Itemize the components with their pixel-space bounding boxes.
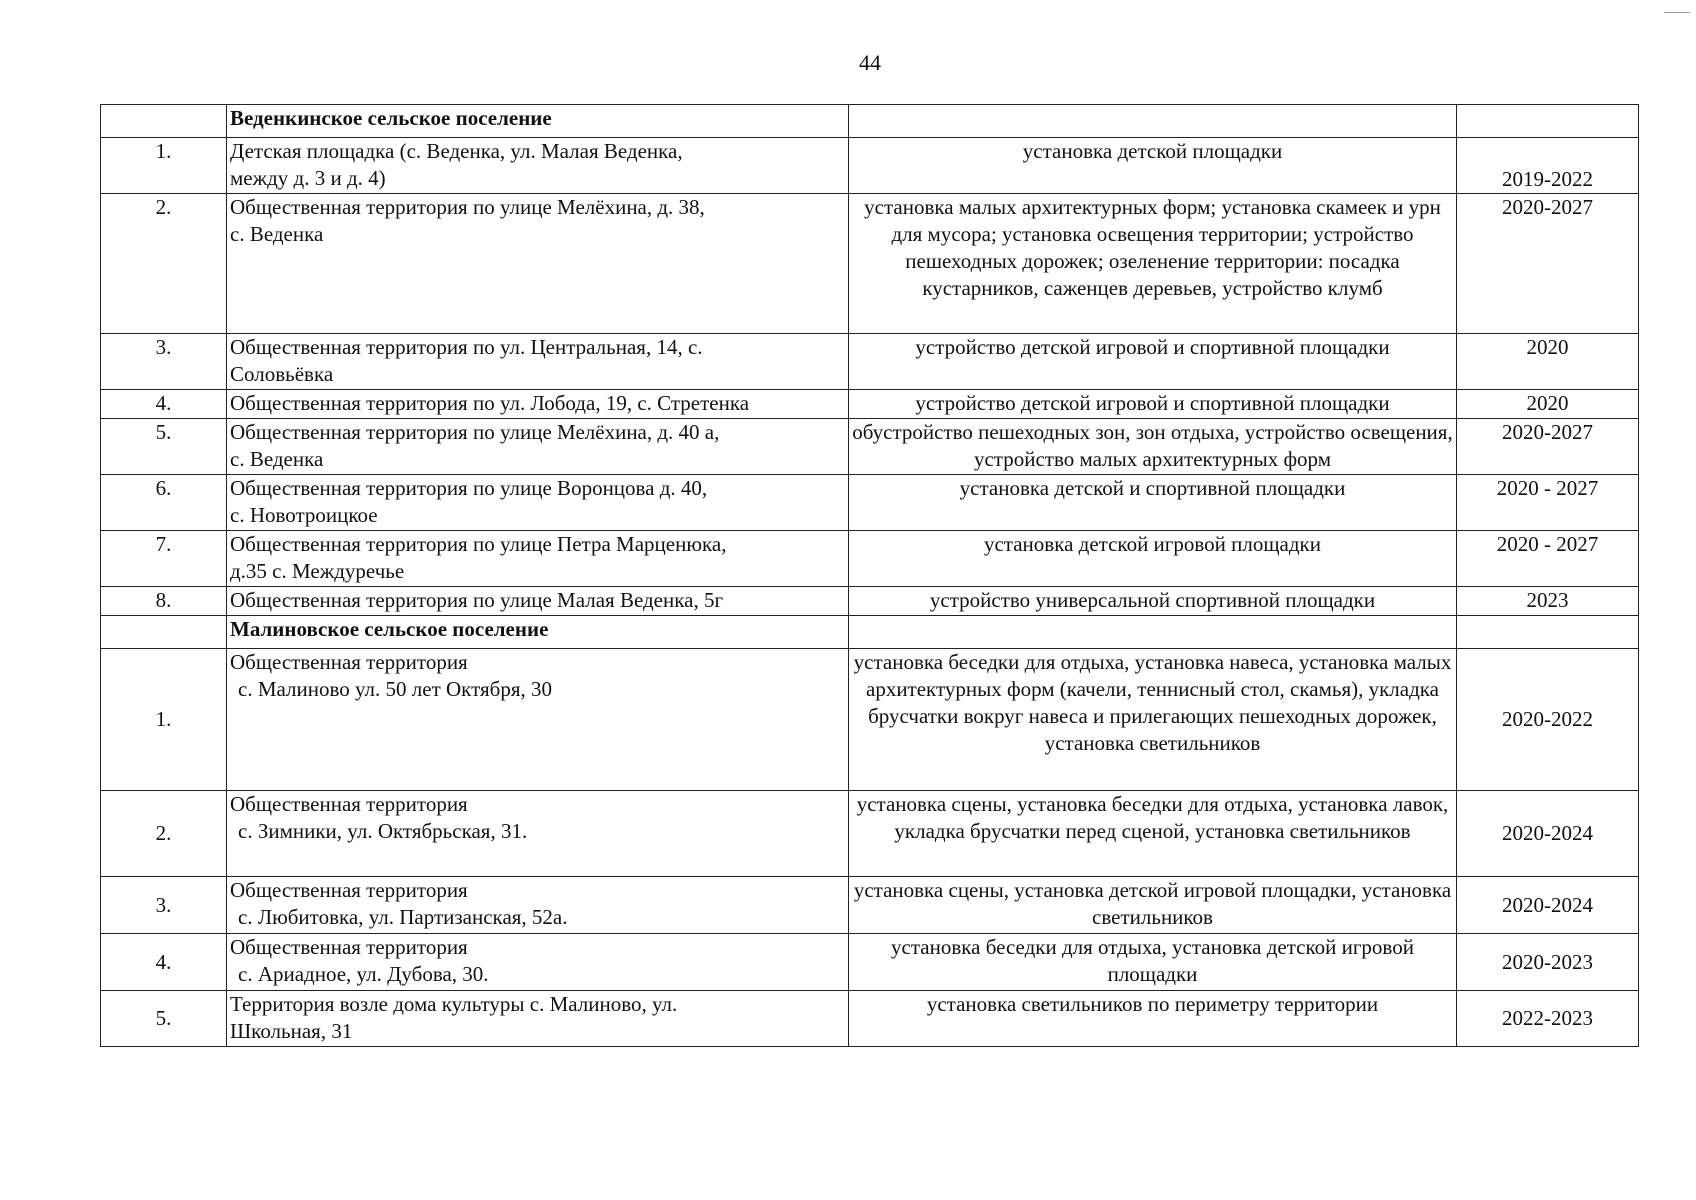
works-cell: установка беседки для отдыха, установка навеса, установка малых архитектурных форм (качели, теннисный стол, скамья), укладка брусчатки вокруг навеса и прилегающих пешеходных дорожек, установка светильников [849, 649, 1457, 791]
row-number: 2. [101, 194, 227, 334]
territory-line: Общественная территория [230, 935, 468, 959]
territory-cell [227, 531, 849, 587]
row-number: 5. [101, 419, 227, 475]
row-number: 5. [101, 991, 227, 1047]
works-cell: установка светильников по периметру территории [849, 991, 1457, 1047]
works-cell: устройство универсальной спортивной площадки [849, 587, 1457, 616]
period-cell: 2022-2023 [1457, 991, 1639, 1047]
period-cell: 2020-2024 [1457, 791, 1639, 877]
row-number: 1. [101, 138, 227, 194]
row-number: 2. [101, 791, 227, 877]
table-row [101, 649, 1639, 791]
territory-line: между д. 3 и д. 4) [230, 166, 386, 190]
territory-line: д.35 с. Междуречье [230, 559, 405, 583]
works-cell: устройство детской игровой и спортивной площадки [849, 334, 1457, 390]
row-number: 1. [101, 649, 227, 791]
works-cell: установка беседки для отдыха, установка детской игровой площадки [849, 934, 1457, 991]
section-works-cell [849, 616, 1457, 649]
territory-cell [227, 334, 849, 390]
section-works-cell [849, 105, 1457, 138]
period-cell: 2019-2022 [1457, 138, 1639, 194]
table-row [101, 138, 1639, 194]
period-cell: 2020 - 2027 [1457, 475, 1639, 531]
works-cell: установка детской площадки [849, 138, 1457, 194]
territory-line: Общественная территория по улице Мелёхина, д. 38, [230, 195, 705, 219]
row-number: 7. [101, 531, 227, 587]
period-cell: 2020-2024 [1457, 877, 1639, 934]
row-number: 3. [101, 334, 227, 390]
territory-cell [227, 649, 849, 791]
territory-line: Общественная территория [230, 650, 468, 674]
section-header-row [101, 105, 1639, 138]
period-cell: 2020 [1457, 390, 1639, 419]
row-number: 4. [101, 934, 227, 991]
works-cell: обустройство пешеходных зон, зон отдыха, устройство освещения, устройство малых архитектурных форм [849, 419, 1457, 475]
territory-cell [227, 587, 849, 616]
period-cell: 2020-2027 [1457, 194, 1639, 334]
territory-cell [227, 138, 849, 194]
territory-cell [227, 791, 849, 877]
territory-line: Общественная территория по улице Мелёхина, д. 40 а, [230, 420, 720, 444]
territory-line: Общественная территория по улице Воронцова д. 40, [230, 476, 708, 500]
page-number: 44 [859, 50, 881, 75]
territory-line: Общественная территория [230, 878, 468, 902]
works-cell: установка детской игровой площадки [849, 531, 1457, 587]
table-row [101, 934, 1639, 991]
territory-line: Общественная территория [230, 792, 468, 816]
period-cell: 2020-2022 [1457, 649, 1639, 791]
table-row [101, 791, 1639, 877]
period-cell: 2020-2027 [1457, 419, 1639, 475]
table-row [101, 194, 1639, 334]
territory-line: с. Любитовка, ул. Партизанская, 52а. [238, 905, 568, 929]
territory-line: Общественная территория по ул. Центральная, 14, с. [230, 335, 703, 359]
row-number: 3. [101, 877, 227, 934]
territory-line: с. Веденка [230, 447, 324, 471]
territory-line: Общественная территория по улице Петра Марценюка, [230, 532, 727, 556]
section-period-cell [1457, 616, 1639, 649]
table-row [101, 475, 1639, 531]
period-cell: 2020 [1457, 334, 1639, 390]
table-row [101, 531, 1639, 587]
works-cell: установка малых архитектурных форм; установка скамеек и урн для мусора; установка освещения территории; устройство пешеходных дорожек; озеленение территории: посадка кустарников, саженцев деревьев, устройство клумб [849, 194, 1457, 334]
territory-cell [227, 934, 849, 991]
table-row [101, 334, 1639, 390]
territory-cell [227, 390, 849, 419]
section-header-row [101, 616, 1639, 649]
table-row [101, 991, 1639, 1047]
period-cell: 2023 [1457, 587, 1639, 616]
territory-cell [227, 194, 849, 334]
works-cell: установка сцены, установка беседки для отдыха, установка лавок, укладка брусчатки перед сценой, установка светильников [849, 791, 1457, 877]
territory-line: с. Веденка [230, 222, 324, 246]
table-row [101, 390, 1639, 419]
row-number: 8. [101, 587, 227, 616]
section-period-cell [1457, 105, 1639, 138]
territory-line: с. Малиново ул. 50 лет Октября, 30 [238, 677, 553, 701]
territory-cell [227, 877, 849, 934]
territory-cell [227, 419, 849, 475]
territory-line: Территория возле дома культуры с. Малиново, ул. [230, 992, 678, 1016]
works-cell: установка детской и спортивной площадки [849, 475, 1457, 531]
table-row [101, 877, 1639, 934]
section-title: Малиновское сельское поселение [227, 616, 849, 649]
section-num-cell [101, 616, 227, 649]
territory-line: Детская площадка (с. Веденка, ул. Малая Веденка, [230, 139, 683, 163]
territory-line: Школьная, 31 [230, 1019, 353, 1043]
territory-line: Соловьёвка [230, 362, 334, 386]
territory-line: с. Ариадное, ул. Дубова, 30. [238, 962, 489, 986]
territory-line: с. Новотроицкое [230, 503, 378, 527]
period-cell: 2020 - 2027 [1457, 531, 1639, 587]
table-row [101, 587, 1639, 616]
territory-cell [227, 991, 849, 1047]
territory-line: с. Зимники, ул. Октябрьская, 31. [238, 819, 528, 843]
row-number: 6. [101, 475, 227, 531]
table-row [101, 419, 1639, 475]
scan-mark [1664, 12, 1690, 13]
row-number: 4. [101, 390, 227, 419]
section-num-cell [101, 105, 227, 138]
works-cell: устройство детской игровой и спортивной площадки [849, 390, 1457, 419]
period-cell: 2020-2023 [1457, 934, 1639, 991]
territory-line: Общественная территория по ул. Лобода, 19, с. Стретенка [230, 391, 750, 415]
territories-table [100, 104, 1639, 1047]
section-title: Веденкинское сельское поселение [227, 105, 849, 138]
territory-line: Общественная территория по улице Малая Веденка, 5г [230, 588, 724, 612]
territory-cell [227, 475, 849, 531]
works-cell: установка сцены, установка детской игровой площадки, установка светильников [849, 877, 1457, 934]
